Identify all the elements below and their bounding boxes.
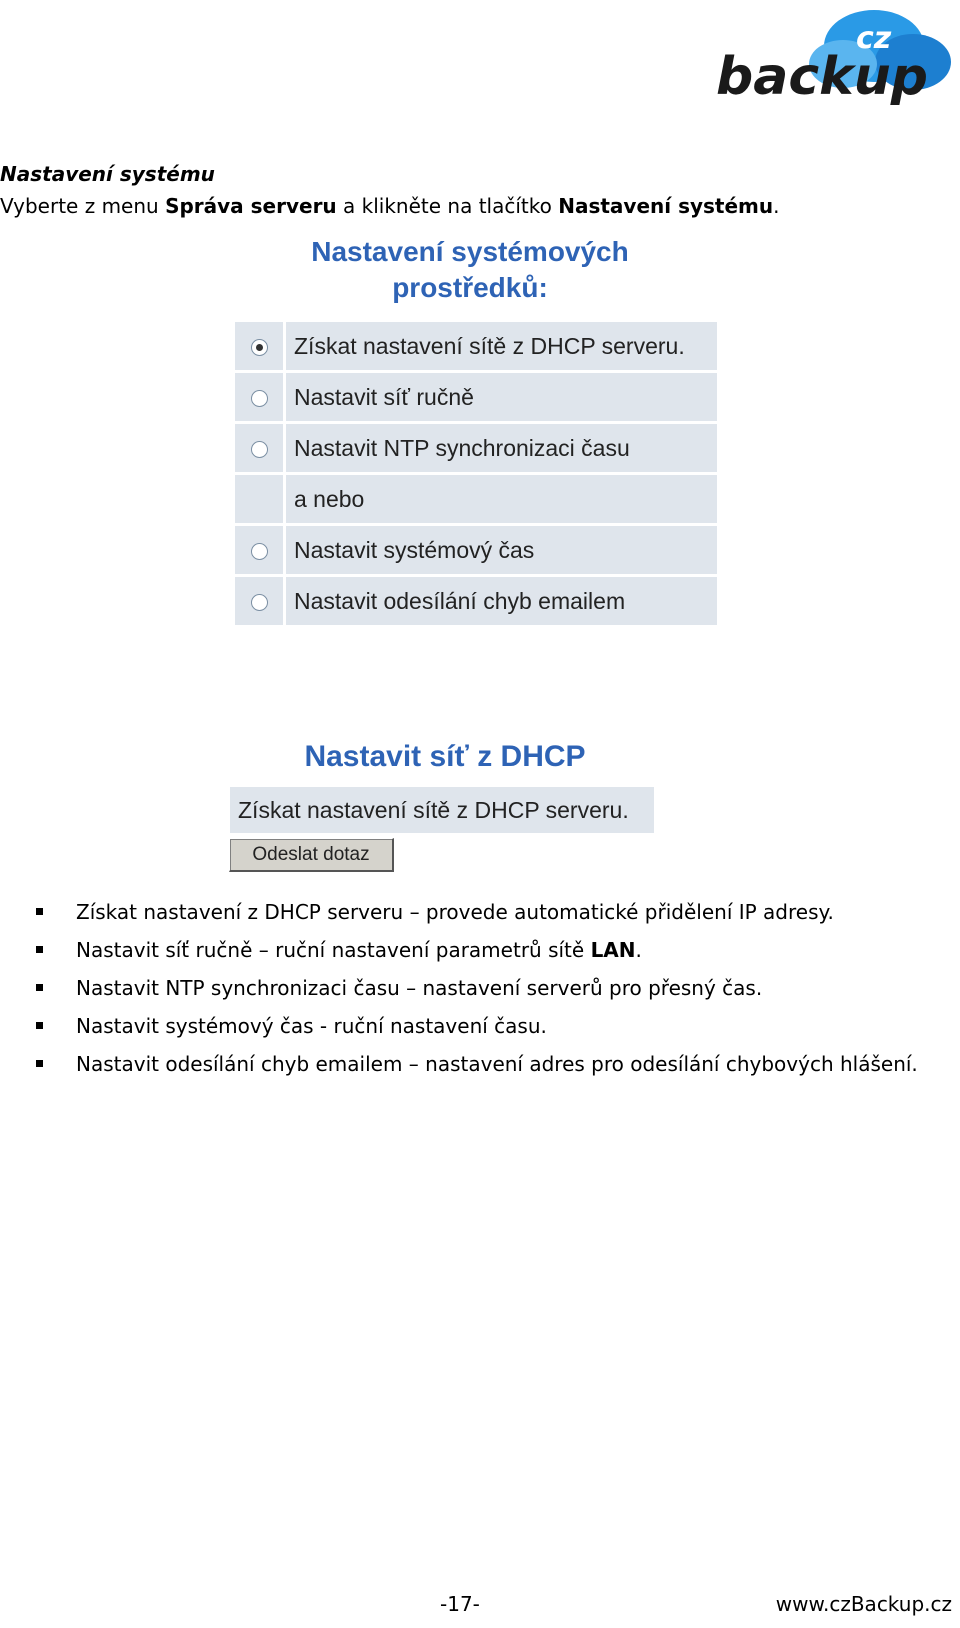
bullet-icon	[36, 984, 43, 991]
bullet-icon	[36, 1060, 43, 1067]
option-row-or	[235, 475, 717, 523]
option-row-ntp[interactable]	[235, 424, 717, 472]
radio-system-time[interactable]	[251, 543, 268, 560]
settings-options-table	[232, 319, 720, 628]
logo-badge-text: cz	[856, 21, 892, 56]
button-name: Nastavení systému	[558, 194, 774, 218]
list-item: Nastavit NTP synchronizaci času – nastavení serverů pro přesný čas.	[36, 969, 936, 1007]
list-item: Získat nastavení z DHCP serveru – provede automatické přidělení IP adresy.	[36, 893, 936, 931]
radio-email-errors[interactable]	[251, 594, 268, 611]
option-label: Nastavit síť ručně	[286, 373, 717, 421]
dhcp-info-text: Získat nastavení sítě z DHCP serveru.	[230, 787, 654, 833]
dhcp-heading: Nastavit síť z DHCP	[304, 740, 586, 773]
option-label: a nebo	[286, 475, 717, 523]
radio-manual-network[interactable]	[251, 390, 268, 407]
list-item: Nastavit síť ručně – ruční nastavení parametrů sítě LAN.	[36, 931, 936, 969]
list-item: Nastavit odesílání chyb emailem – nastavení adres pro odesílání chybových hlášení.	[36, 1045, 936, 1083]
section-title: Nastavení systému	[0, 162, 215, 186]
option-label: Nastavit odesílání chyb emailem	[286, 577, 717, 625]
page-number: -17-	[440, 1592, 480, 1616]
send-query-button[interactable]: Odeslat dotaz	[229, 838, 394, 872]
option-label: Nastavit systémový čas	[286, 526, 717, 574]
radio-ntp[interactable]	[251, 441, 268, 458]
menu-name: Správa serveru	[165, 194, 337, 218]
option-row-dhcp[interactable]	[235, 322, 717, 370]
bullet-icon	[36, 908, 43, 915]
system-settings-heading: Nastavení systémových prostředků:	[311, 236, 629, 303]
logo-brand-text: backup	[716, 47, 928, 107]
footer-url[interactable]: www.czBackup.cz	[775, 1592, 952, 1616]
list-item: Nastavit systémový čas - ruční nastavení času.	[36, 1007, 936, 1045]
bullet-icon	[36, 946, 43, 953]
option-row-email-errors[interactable]	[235, 577, 717, 625]
option-row-system-time[interactable]	[235, 526, 717, 574]
czbackup-logo	[716, 2, 958, 108]
radio-dhcp[interactable]	[251, 339, 268, 356]
intro-text: Vyberte z menu Správa serveru a klikněte na tlačítko Nastavení systému.	[0, 194, 780, 218]
option-label: Získat nastavení sítě z DHCP serveru.	[286, 322, 717, 370]
option-descriptions	[36, 893, 936, 1083]
option-row-manual-network[interactable]	[235, 373, 717, 421]
bullet-icon	[36, 1022, 43, 1029]
option-label: Nastavit NTP synchronizaci času	[286, 424, 717, 472]
